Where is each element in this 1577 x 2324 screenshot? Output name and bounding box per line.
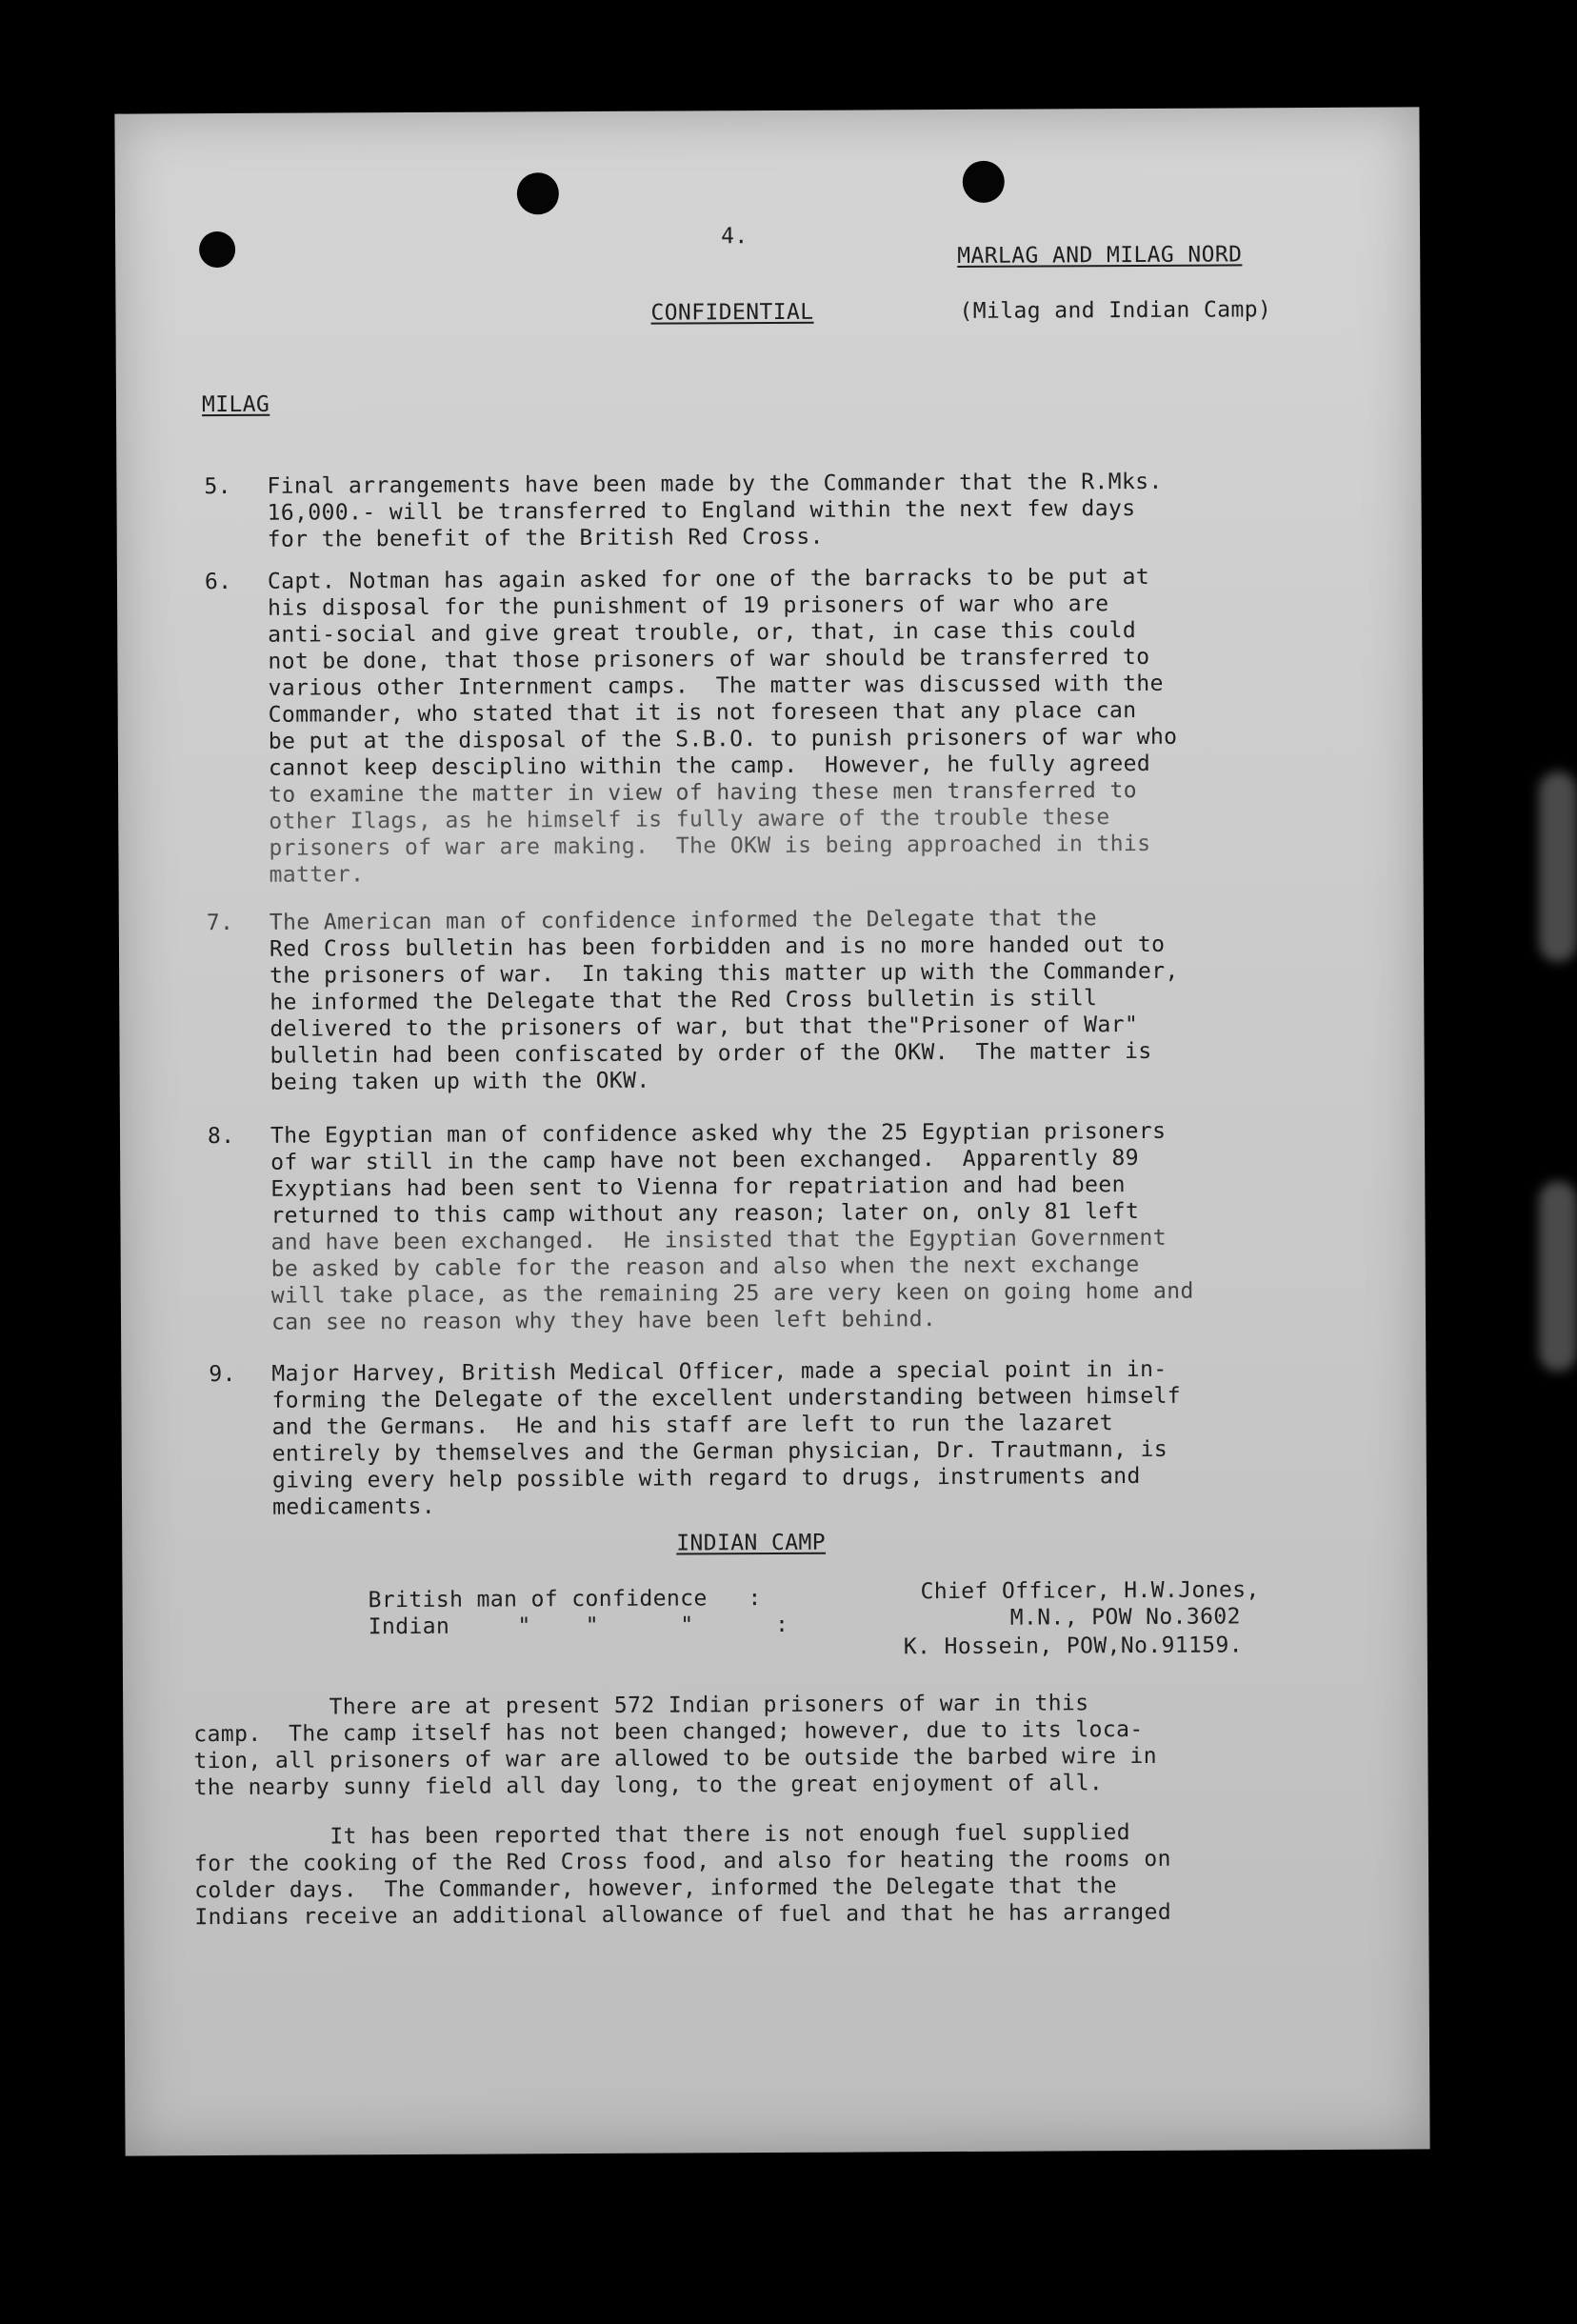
confidence-label: British man of confidence : [368,1586,762,1613]
punch-hole-icon [963,161,1005,203]
paragraph-line: Final arrangements have been made by the Commander that the R.Mks. [267,469,1163,499]
scan-edge-shadow [1539,771,1577,962]
paragraph-number: 5. [204,473,232,500]
paragraph-line: entirely by themselves and the German physician, Dr. Trautmann, is [271,1436,1168,1467]
paragraph-number: 8. [207,1123,235,1150]
paragraph-number: 7. [206,910,234,936]
paragraph-line: of war still in the camp have not been exchanged. Apparently 89 [270,1145,1140,1175]
paragraph-line: forming the Delegate of the excellent understanding between himself [271,1383,1182,1413]
paragraph-number: 9. [209,1361,236,1388]
paragraph-line: not be done, that those prisoners of war should be transferred to [268,644,1150,674]
paragraph-line: be asked by cable for the reason and also when the next exchange [270,1252,1140,1282]
paragraph-line: Red Cross bulletin has been forbidden and is no more handed out to [269,932,1166,962]
section-heading-milag: MILAG [201,391,270,418]
paragraph-line: giving every help possible with regard to drugs, instruments and [271,1463,1141,1493]
paragraph-line: matter. [269,862,365,888]
paragraph-line: can see no reason why they have been left behind. [270,1307,937,1335]
paragraph-line: tion, all prisoners of war are allowed to be outside the barbed wire in [193,1743,1158,1774]
camp-subtitle: (Milag and Indian Camp) [959,297,1272,324]
confidence-value: M.N., POW No.3602 [1009,1604,1241,1631]
paragraph-line: 16,000.- will be transferred to England within the next few days [267,495,1136,526]
paragraph-line: other Ilags, as he himself is fully aware of the trouble these [269,805,1110,834]
paragraph-line: prisoners of war are making. The OKW is being approached in this [269,831,1151,861]
confidence-value: Chief Officer, H.W.Jones, [920,1577,1260,1605]
classification-label: CONFIDENTIAL [650,299,814,326]
confidence-value: K. Hossein, POW,No.91159. [903,1633,1244,1660]
paragraph-line: his disposal for the punishment of 19 prisoners of war who are [268,591,1109,621]
paragraph-line: medicaments. [271,1493,436,1520]
paragraph-line: to examine the matter in view of having these men transferred to [269,777,1138,808]
paragraph-line: Capt. Notman has again asked for one of the barracks to be put at [267,564,1150,594]
punch-hole-icon [517,172,559,214]
paragraph-line: various other Internment camps. The matter was discussed with the [268,671,1164,701]
page-number: 4. [721,224,749,250]
paragraph-line: There are at present 572 Indian prisoners of war in this [193,1691,1089,1721]
paragraph-line: It has been reported that there is not enough fuel supplied [193,1820,1130,1851]
paragraph-line: anti-social and give great trouble, or, that, in case this could [268,617,1137,648]
document-page [114,107,1429,2155]
section-heading-indian-camp: INDIAN CAMP [676,1530,827,1556]
paragraph-line: colder days. The Commander, however, informed the Delegate that the [194,1873,1118,1904]
paragraph-line: camp. The camp itself has not been changed; however, due to its loca- [193,1716,1144,1748]
paragraph-line: he informed the Delegate that the Red Cross bulletin is still [269,986,1098,1015]
paragraph-line: delivered to the prisoners of war, but that the"Prisoner of War" [269,1012,1139,1042]
paragraph-line: The American man of confidence informed the Delegate that the [269,906,1097,935]
paragraph-line: cannot keep desciplino within the camp. However, he fully agreed [268,751,1151,781]
scan-edge-shadow [1539,1181,1577,1372]
paragraph-line: the prisoners of war. In taking this matter up with the Commander, [269,958,1179,989]
paragraph-line: bulletin had been confiscated by order of the OKW. The matter is [269,1038,1152,1069]
paragraph-line: being taken up with the OKW. [269,1068,650,1095]
paragraph-line: will take place, as the remaining 25 are very keen on going home and [270,1278,1194,1309]
paragraph-line: Exyptians had been sent to Vienna for repatriation and had been [270,1172,1126,1202]
paragraph-line: be put at the disposal of the S.B.O. to punish prisoners of war who [268,724,1178,754]
paragraph-line: Commander, who stated that it is not foreseen that any place can [268,697,1137,728]
punch-hole-icon [199,231,235,268]
paragraph-line: returned to this camp without any reason; later on, only 81 left [270,1198,1140,1229]
paragraph-line: Major Harvey, British Medical Officer, made a special point in in- [271,1356,1168,1387]
paragraph-line: and have been exchanged. He insisted that the Egyptian Government [270,1225,1167,1255]
paragraph-line: The Egyptian man of confidence asked why the 25 Egyptian prisoners [269,1118,1167,1149]
paragraph-line: the nearby sunny field all day long, to the great enjoyment of all. [193,1771,1104,1801]
camp-title: MARLAG AND MILAG NORD [957,242,1243,269]
paragraph-line: and the Germans. He and his staff are left to run the lazaret [271,1411,1114,1440]
paragraph-line: for the benefit of the British Red Cross. [267,524,824,552]
paragraph-line: Indians receive an additional allowance of fuel and that he has arranged [194,1899,1172,1931]
confidence-label: Indian " " " : [368,1612,789,1640]
paragraph-line: for the cooking of the Red Cross food, and also for heating the rooms on [193,1846,1171,1877]
paragraph-number: 6. [204,569,232,595]
